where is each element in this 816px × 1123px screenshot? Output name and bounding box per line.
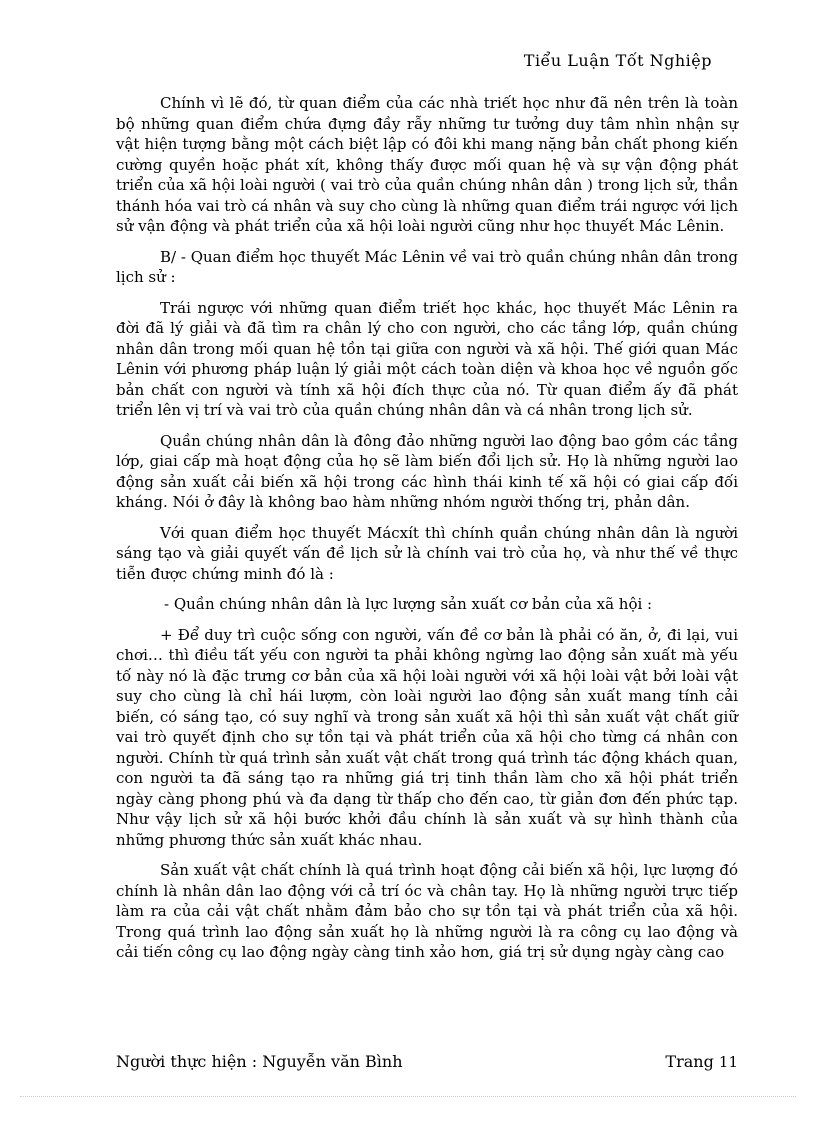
footer-page-label: Trang <box>665 1052 714 1071</box>
paragraph-production-life: + Để duy trì cuộc sống con người, vấn đề cơ bản là phải có ăn, ở, đi lại, vui chơi… thì điều tất yếu con người ta phải không ngừng lao động sản xuất mà yếu tố này nó là đặc trưng cơ bản của xã hội loài người với xã hội loài vật bởi loài vật suy cho cùng là chỉ hái lượm, còn loài người lao động sản xuất mang tính cải biến, có sáng tạo, có suy nghĩ và trong sản xuất xã hội thì sản xuất vật chất giữ vai trò quyết định cho sự tồn tại và phát triển của xã hội cho từng cá nhân con người. Chính từ quá trình sản xuất vật chất trong quá trình tác động khách quan, con người ta đã sáng tạo ra những giá trị tinh thần làm cho xã hội phát triển ngày càng phong phú và đa dạng từ thấp cho đến cao, từ giản đơn đến phức tạp. Như vậy lịch sử xã hội bước khởi đầu chính là sản xuất và sự hình thành của những phương thức sản xuất khác nhau. <box>116 625 738 849</box>
section-heading-b: B/ - Quan điểm học thuyết Mác Lênin về vai trò quần chúng nhân dân trong lịch sử : <box>116 247 738 286</box>
paragraph-material-production: Sản xuất vật chất chính là quá trình hoạt động cải biến xã hội, lực lượng đó chính là nhân dân lao động với cả trí óc và chân tay. Họ là những người trực tiếp làm ra của cải vật chất nhằm đảm bảo cho sự tồn tại và phát triển của xã hội. Trong quá trình lao động sản xuất họ là những người là ra công cụ lao động và cải tiến công cụ lao động ngày càng tinh xảo hơn, giá trị sử dụng ngày càng cao <box>116 861 738 961</box>
footer-author: Người thực hiện : Nguyễn văn Bình <box>116 1052 403 1071</box>
paragraph-masses-definition: Quần chúng nhân dân là đông đảo những người lao động bao gồm các tầng lớp, giai cấp mà hoạt động của họ sẽ làm biến đổi lịch sử. Họ là những người lao động sản xuất cải biến xã hội trong các hình thái kinh tế xã hội có giai cấp đối kháng. Nói ở đây là không bao hàm những nhóm người thống trị, phản dân. <box>116 431 738 511</box>
footer-page <box>665 1052 738 1071</box>
document-header-title: Tiểu Luận Tốt Nghiệp <box>523 51 712 70</box>
page-bottom-divider <box>20 1096 796 1097</box>
footer-page-number: 11 <box>718 1053 738 1071</box>
bullet-production-force: - Quần chúng nhân dân là lực lượng sản xuất cơ bản của xã hội : <box>164 595 653 613</box>
paragraph-marxist-intro: Trái ngược với những quan điểm triết học khác, học thuyết Mác Lênin ra đời đã lý giải và đã tìm ra chân lý cho con người, cho các tầng lớp, quần chúng nhân dân trong mối quan hệ tồn tại giữa con người và xã hội. Thế giới quan Mác Lênin với phương pháp luận lý giải một cách toàn diện và khoa học về nguồn gốc bản chất con người và tính xã hội đích thực của nó. Từ quan điểm ấy đã phát triển lên vị trí và vai trò của quần chúng nhân dân và cá nhân trong lịch sử. <box>116 298 738 419</box>
document-footer <box>116 1052 738 1071</box>
paragraph-conclusion: Chính vì lẽ đó, từ quan điểm của các nhà triết học như đã nên trên là toàn bộ những quan điểm chứa đựng đầy rẫy những tư tưởng duy tâm nhìn nhận sự vật hiện tượng bằng một cách biệt lập có đôi khi mang nặng bản chất phong kiến cường quyền hoặc phát xít, không thấy được mối quan hệ và sự vận động phát triển của xã hội loài người ( vai trò của quần chúng nhân dân ) trong lịch sử, thần thánh hóa vai trò cá nhân và suy cho cùng là những quan điểm trái ngược với lịch sử vận động và phát triển của xã hội loài người cũng như học thuyết Mác Lênin. <box>116 94 738 235</box>
paragraph-marxist-view: Với quan điểm học thuyết Mácxít thì chính quần chúng nhân dân là người sáng tạo và giải quyết vấn đề lịch sử là chính vai trò của họ, và như thế về thực tiễn được chứng minh đó là : <box>116 523 738 583</box>
document-body <box>116 93 738 973</box>
